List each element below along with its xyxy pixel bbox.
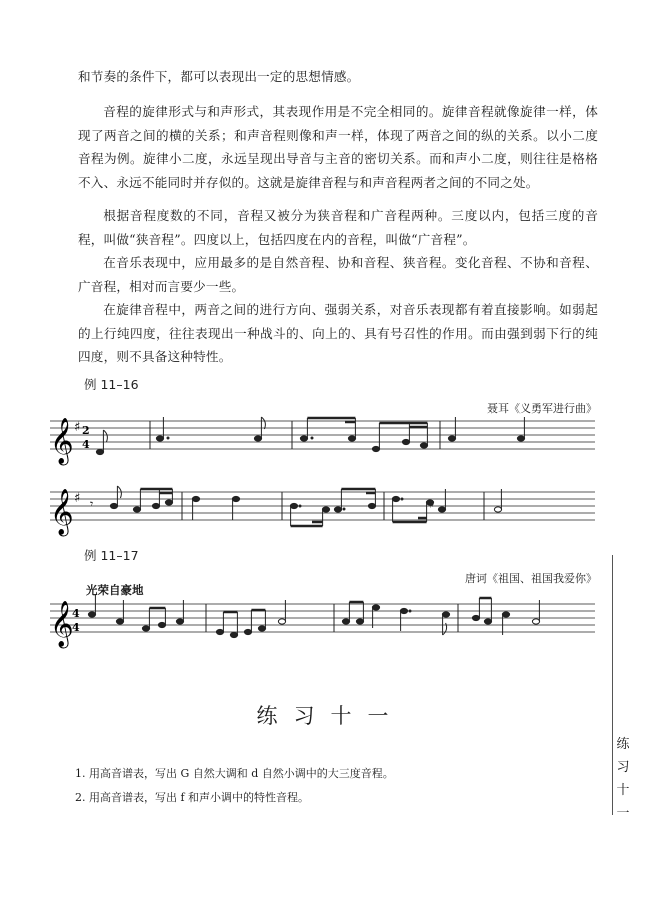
example-label-11-16: 例 11–16 (84, 377, 139, 392)
sharp-icon: ♯ (74, 420, 81, 435)
time-signature-bottom: 4 (72, 621, 80, 634)
music-staff-11-16-line1 (0, 415, 645, 464)
example-source-11-17: 唐诃《祖国、祖国我爱你》 (465, 572, 597, 585)
paragraph-5: 在旋律音程中，两音之间的进行方向、强弱关系，对音乐表现都有着直接影响。如弱起的上行纯四度，往往表现出一种战斗的、向上的、具有号召性的作用。而由强到弱下行的纯四度，则不具备这种特性。 (78, 302, 598, 364)
music-staff-11-16-line2 (0, 486, 645, 535)
example-source-11-16: 聂耳《义勇军进行曲》 (487, 402, 597, 415)
exercise-title: 练习十一 (256, 704, 405, 728)
staff-lines (50, 421, 595, 449)
exercise-question-2: 2. 用高音谱表，写出 f 和声小调中的特性音程。 (75, 791, 310, 804)
treble-clef-icon: 𝄞 (50, 418, 74, 464)
time-signature-top: 2 (82, 424, 90, 437)
svg-text:♯: ♯ (429, 498, 435, 511)
staff-lines (50, 604, 595, 632)
side-tab-char: 十 (616, 783, 630, 798)
side-tab-char: 练 (616, 737, 630, 752)
sharp-icon: ♯ (74, 491, 81, 506)
sidebar-divider (612, 555, 613, 815)
example-label-11-17: 例 11–17 (84, 548, 139, 563)
treble-clef-icon: 𝄞 (50, 489, 74, 535)
paragraph-4: 在音乐表现中，应用最多的是自然音程、协和音程、狭音程。变化音程、不协和音程、广音程，相对而言要少一些。 (78, 255, 598, 294)
time-signature-bottom: 4 (82, 438, 90, 451)
tempo-marking: 光荣自豪地 (86, 583, 144, 597)
time-signature-top: 4 (72, 607, 80, 620)
paragraph-1: 和节奏的条件下，都可以表现出一定的思想情感。 (78, 69, 360, 84)
music-staff-11-17 (0, 598, 645, 647)
notes (88, 594, 539, 638)
paragraph-2: 音程的旋律形式与和声形式，其表现作用是不完全相同的。旋律音程就像旋律一样，体现了两音之间的横的关系；和声音程则像和声一样，体现了两音之间的纵的关系。以小二度音程为例。旋律小二度，永远呈现出导音与主音的密切关系。而和声小二度，则往往是格格不入、永远不能同时并存似的。这就是旋律音程与和声音程两者之间的不同之处。 (78, 104, 598, 190)
paragraph-3: 根据音程度数的不同，音程又被分为狭音程和广音程两种。三度以内，包括三度的音程，叫做“狭音程”。四度以上，包括四度在内的音程，叫做“广音程”。 (78, 208, 598, 247)
treble-clef-icon: 𝄞 (50, 601, 74, 647)
exercise-question-1: 1. 用高音谱表，写出 G 自然大调和 d 自然小调中的大三度音程。 (75, 767, 394, 780)
side-tab-char: 一 (616, 806, 630, 821)
rest-icon: 𝄾 (90, 497, 94, 511)
side-tab-char: 习 (616, 760, 630, 775)
side-tab (614, 733, 632, 825)
